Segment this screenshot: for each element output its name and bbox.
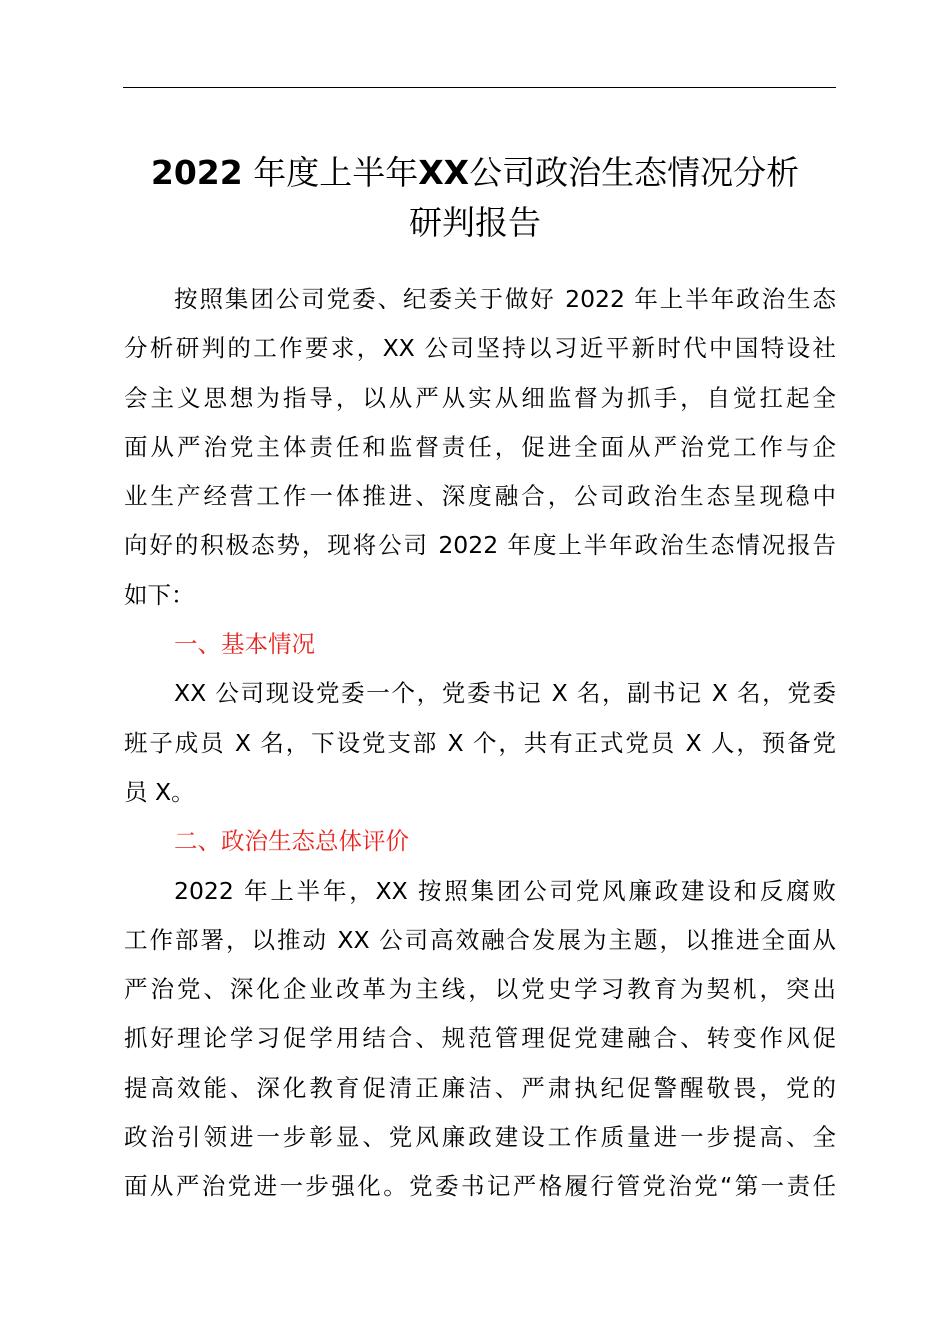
paragraph-line: 面从严治党主体责任和监督责任，促进全面从严治党工作与企 [124,432,836,461]
paragraph-last-line: 如下： [124,580,195,609]
paragraph-line: 提高效能、深化教育促清正廉洁、严肃执纪促警醒敬畏，党的 [124,1073,836,1102]
paragraph-line: 抓好理论学习促学用结合、规范管理促党建融合、转变作风促 [124,1024,836,1053]
title-line-1 [110,148,840,198]
document-title [110,148,840,248]
paragraph-first-line: XX 公司现设党委一个，党委书记 X 名，副书记 X 名，党委 [174,679,836,708]
paragraph-line: 向好的积极态势，现将公司 2022 年度上半年政治生态情况报告 [124,531,836,560]
document-body [124,275,836,1212]
header-rule [123,87,836,88]
section-heading: 一、基本情况 [174,630,315,659]
paragraph-line: 业生产经营工作一体推进、深度融合，公司政治生态呈现稳中 [124,482,836,511]
title-company: XX [418,153,470,192]
paragraph-first-line: 按照集团公司党委、纪委关于做好 2022 年上半年政治生态 [174,285,836,313]
paragraph-line: 严治党、深化企业改革为主线，以党史学习教育为契机，突出 [124,975,836,1004]
title-year: 2022 [150,153,243,192]
paragraph-line: 政治引领进一步彰显、党风廉政建设工作质量进一步提高、全 [124,1123,836,1152]
title-line-2: 研判报告 [409,203,541,242]
title-subject: 公司政治生态情况分析 [469,153,800,192]
paragraph-line: 班子成员 X 名，下设党支部 X 个，共有正式党员 X 人，预备党 [124,728,836,757]
paragraph-line: 分析研判的工作要求，XX 公司坚持以习近平新时代中国特设社 [124,334,836,363]
paragraph-line: 工作部署，以推动 XX 公司高效融合发展为主题，以推进全面从 [124,925,836,954]
paragraph-line: 会主义思想为指导，以从严从实从细监督为抓手，自觉扛起全 [124,383,836,412]
section-heading: 二、政治生态总体评价 [174,827,409,856]
title-period: 年度上半年 [253,153,419,192]
paragraph-line: 面从严治党进一步强化。党委书记严格履行管党治党“第一责任 [124,1172,836,1201]
paragraph-last-line: 员 X。 [124,777,195,806]
paragraph-first-line: 2022 年上半年，XX 按照集团公司党风廉政建设和反腐败 [174,876,836,905]
